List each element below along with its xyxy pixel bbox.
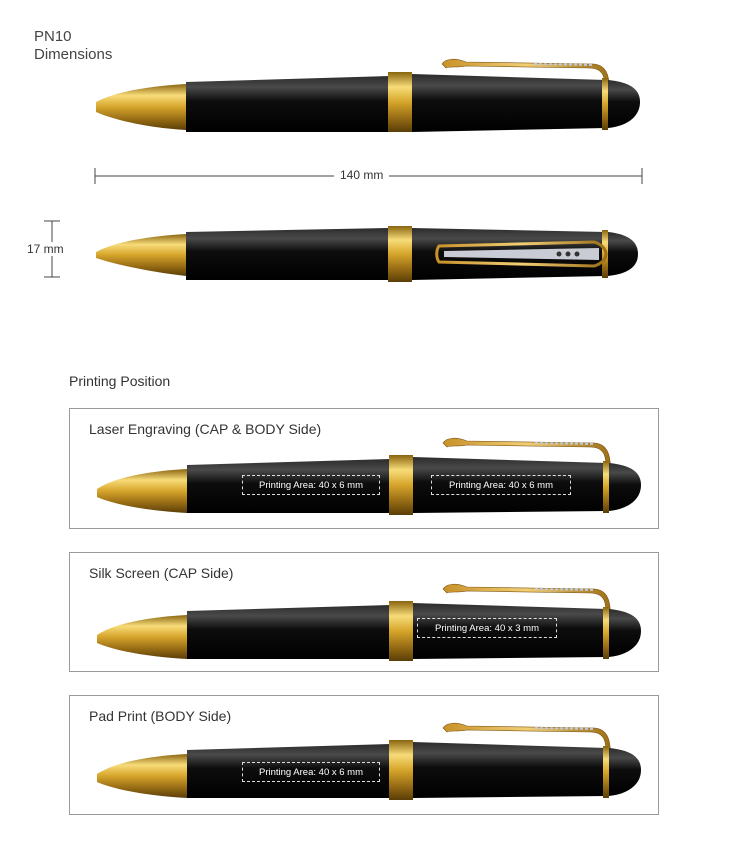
diameter-label: 17 mm <box>24 242 67 256</box>
laser-print-area-cap: Printing Area: 40 x 6 mm <box>431 475 571 495</box>
pad-print-panel <box>69 695 659 815</box>
printing-position-title: Printing Position <box>69 373 171 389</box>
laser-engraving-title: Laser Engraving (CAP & BODY Side) <box>89 421 322 437</box>
pen-pad-image <box>95 720 645 802</box>
pen-top-view-image <box>94 224 644 284</box>
silk-print-area-cap: Printing Area: 40 x 3 mm <box>417 618 557 638</box>
laser-engraving-panel <box>69 408 659 529</box>
pen-silk-image <box>95 581 645 663</box>
model-name: PN10 <box>34 28 72 45</box>
silk-screen-title: Silk Screen (CAP Side) <box>89 565 234 581</box>
dimensions-subtitle: Dimensions <box>34 46 113 63</box>
length-label: 140 mm <box>334 168 389 182</box>
silk-screen-panel <box>69 552 659 672</box>
pad-print-title: Pad Print (BODY Side) <box>89 708 232 724</box>
laser-print-area-body: Printing Area: 40 x 6 mm <box>242 475 380 495</box>
pad-print-area-body: Printing Area: 40 x 6 mm <box>242 762 380 782</box>
pen-side-view-image <box>94 56 644 134</box>
